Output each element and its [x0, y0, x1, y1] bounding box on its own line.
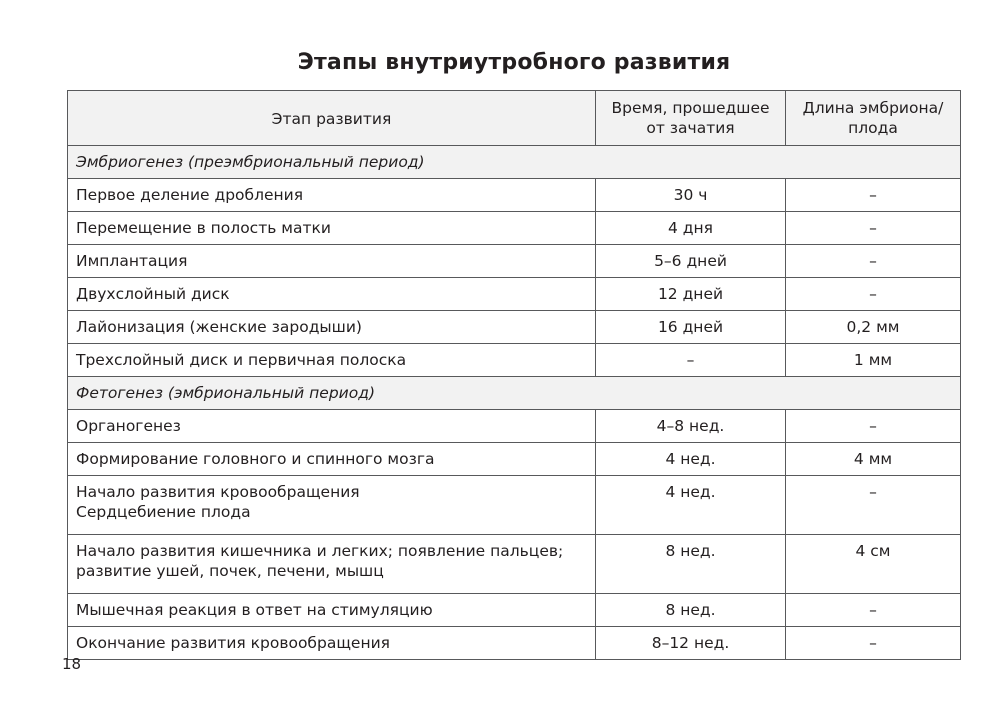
stage-cell: Имплантация: [68, 245, 596, 278]
time-cell: 8 нед.: [596, 594, 786, 627]
period-row-fetogenesis: Фетогенез (эмбриональный период): [68, 377, 961, 410]
stage-cell: Первое деление дробления: [68, 179, 596, 212]
table-row: [68, 344, 961, 377]
page-title: Этапы внутриутробного развития: [297, 50, 731, 75]
stage-cell: Начало развития кишечника и легких; появление пальцев; развитие ушей, почек, печени, мышц: [68, 535, 596, 594]
table-row: [68, 410, 961, 443]
stage-cell: Мышечная реакция в ответ на стимуляцию: [68, 594, 596, 627]
header-time: Время, прошедшее от зачатия: [596, 91, 786, 146]
stage-cell: Формирование головного и спинного мозга: [68, 443, 596, 476]
stage-cell: Лайонизация (женские зародыши): [68, 311, 596, 344]
development-stages-table: [67, 90, 961, 660]
stage-cell: Двухслойный диск: [68, 278, 596, 311]
time-cell: 5–6 дней: [596, 245, 786, 278]
length-cell: –: [786, 410, 961, 443]
time-cell: 4–8 нед.: [596, 410, 786, 443]
length-cell: 0,2 мм: [786, 311, 961, 344]
time-cell: 8 нед.: [596, 535, 786, 594]
header-length: Длина эмбриона/ плода: [786, 91, 961, 146]
stage-cell: Перемещение в полость матки: [68, 212, 596, 245]
table-row: [68, 443, 961, 476]
stage-cell: Органогенез: [68, 410, 596, 443]
time-cell: –: [596, 344, 786, 377]
time-cell: 4 нед.: [596, 476, 786, 535]
length-cell: –: [786, 278, 961, 311]
table-row: [68, 212, 961, 245]
table-row: [68, 627, 961, 660]
stage-cell: Начало развития кровообращения Сердцебиение плода: [68, 476, 596, 535]
time-cell: 16 дней: [596, 311, 786, 344]
time-cell: 4 дня: [596, 212, 786, 245]
length-cell: –: [786, 179, 961, 212]
length-cell: –: [786, 212, 961, 245]
time-cell: 4 нед.: [596, 443, 786, 476]
table-row: [68, 594, 961, 627]
length-cell: –: [786, 627, 961, 660]
stage-cell: Окончание развития кровообращения: [68, 627, 596, 660]
table-row: [68, 179, 961, 212]
time-cell: 30 ч: [596, 179, 786, 212]
length-cell: 4 см: [786, 535, 961, 594]
page-number: 18: [62, 655, 82, 673]
period-row-embryogenesis: Эмбриогенез (преэмбриональный период): [68, 146, 961, 179]
table-row: [68, 311, 961, 344]
length-cell: –: [786, 476, 961, 535]
table-header-row: [68, 91, 961, 146]
time-cell: 12 дней: [596, 278, 786, 311]
time-cell: 8–12 нед.: [596, 627, 786, 660]
length-cell: –: [786, 245, 961, 278]
length-cell: 1 мм: [786, 344, 961, 377]
header-stage: Этап развития: [68, 91, 596, 146]
table-row: [68, 476, 961, 535]
table-row: [68, 535, 961, 594]
stage-cell: Трехслойный диск и первичная полоска: [68, 344, 596, 377]
table-row: [68, 245, 961, 278]
length-cell: –: [786, 594, 961, 627]
table-row: [68, 278, 961, 311]
length-cell: 4 мм: [786, 443, 961, 476]
